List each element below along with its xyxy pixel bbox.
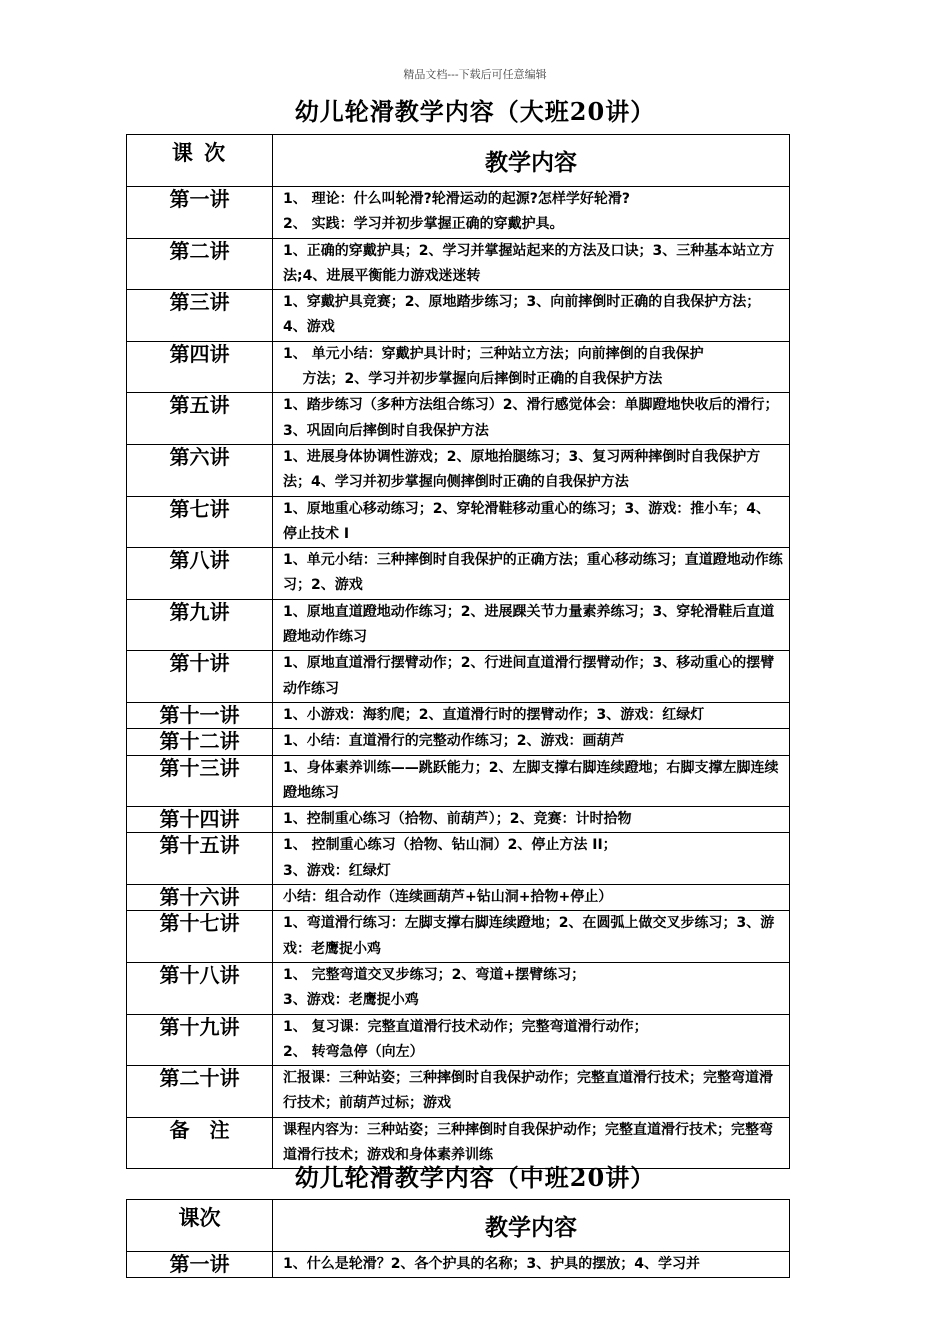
section1-table bbox=[126, 134, 790, 1169]
lesson-content: 1、单元小结：三种摔倒时自我保护的正确方法；重心移动练习；直道蹬地动作练习；2、游戏 bbox=[273, 548, 790, 600]
lesson-content: 1、 单元小结：穿戴护具计时；三种站立方法；向前摔倒的自我保护 方法；2、学习并初步掌握向后摔倒时正确的自我保护方法 bbox=[273, 341, 790, 393]
lesson-number: 第十七讲 bbox=[127, 911, 273, 963]
lesson-content: 1、小结：直道滑行的完整动作练习；2、游戏：画葫芦 bbox=[273, 729, 790, 755]
lesson-content: 1、身体素养训练——跳跃能力；2、左脚支撑右脚连续蹬地；右脚支撑左脚连续蹬地练习 bbox=[273, 755, 790, 807]
lesson-number: 第十八讲 bbox=[127, 962, 273, 1014]
lesson-content: 1、 复习课：完整直道滑行技术动作；完整弯道滑行动作； 2、 转弯急停（向左） bbox=[273, 1014, 790, 1066]
lesson-number: 第十五讲 bbox=[127, 833, 273, 885]
lesson-number: 第十讲 bbox=[127, 651, 273, 703]
lesson-number: 第十二讲 bbox=[127, 729, 273, 755]
header-content: 教学内容 bbox=[273, 135, 790, 187]
lesson-content: 1、原地直道滑行摆臂动作；2、行进间直道滑行摆臂动作；3、移动重心的摆臂动作练习 bbox=[273, 651, 790, 703]
table-row bbox=[127, 290, 790, 342]
lesson-number: 第二讲 bbox=[127, 238, 273, 290]
lesson-number: 第八讲 bbox=[127, 548, 273, 600]
lesson-content: 1、原地重心移动练习；2、穿轮滑鞋移动重心的练习；3、游戏：推小车；4、停止技术 I bbox=[273, 496, 790, 548]
lesson-number: 第一讲 bbox=[127, 187, 273, 239]
lesson-number: 第十九讲 bbox=[127, 1014, 273, 1066]
lesson-number: 第十三讲 bbox=[127, 755, 273, 807]
lesson-content: 1、控制重心练习（拾物、前葫芦）；2、竞赛：计时拾物 bbox=[273, 807, 790, 833]
lesson-number: 第六讲 bbox=[127, 444, 273, 496]
lesson-content: 1、原地直道蹬地动作练习；2、进展踝关节力量素养练习；3、穿轮滑鞋后直道蹬地动作练习 bbox=[273, 599, 790, 651]
table-header-row bbox=[127, 135, 790, 187]
table-row bbox=[127, 1252, 790, 1278]
lesson-number: 第十一讲 bbox=[127, 702, 273, 728]
table-row bbox=[127, 341, 790, 393]
header-lesson: 课 次 bbox=[127, 135, 273, 187]
header-content: 教学内容 bbox=[273, 1200, 790, 1252]
table-row bbox=[127, 755, 790, 807]
lesson-content: 1、穿戴护具竞赛；2、原地踏步练习；3、向前摔倒时正确的自我保护方法；4、游戏 bbox=[273, 290, 790, 342]
table-row bbox=[127, 651, 790, 703]
lesson-content: 1、正确的穿戴护具；2、学习并掌握站起来的方法及口诀；3、三种基本站立方法;4、进展平衡能力游戏迷迷转 bbox=[273, 238, 790, 290]
lesson-number: 第四讲 bbox=[127, 341, 273, 393]
table-row bbox=[127, 599, 790, 651]
table-row bbox=[127, 393, 790, 445]
table-row bbox=[127, 187, 790, 239]
lesson-content: 1、进展身体协调性游戏；2、原地抬腿练习；3、复习两种摔倒时自我保护方法；4、学习并初步掌握向侧摔倒时正确的自我保护方法 bbox=[273, 444, 790, 496]
table-row bbox=[127, 1014, 790, 1066]
lesson-number: 第二十讲 bbox=[127, 1066, 273, 1118]
lesson-content: 1、什么是轮滑？2、各个护具的名称；3、护具的摆放；4、学习并 bbox=[273, 1252, 790, 1278]
lesson-content: 1、 完整弯道交叉步练习；2、弯道+摆臂练习； 3、游戏：老鹰捉小鸡 bbox=[273, 962, 790, 1014]
lesson-content: 1、弯道滑行练习：左脚支撑右脚连续蹬地；2、在圆弧上做交叉步练习；3、游戏：老鹰捉小鸡 bbox=[273, 911, 790, 963]
lesson-content: 1、小游戏：海豹爬；2、直道滑行时的摆臂动作；3、游戏：红绿灯 bbox=[273, 702, 790, 728]
lesson-content: 1、 理论：什么叫轮滑?轮滑运动的起源?怎样学好轮滑? 2、 实践：学习并初步掌握正确的穿戴护具。 bbox=[273, 187, 790, 239]
table-row bbox=[127, 729, 790, 755]
lesson-number: 备 注 bbox=[127, 1117, 273, 1169]
lesson-number: 第三讲 bbox=[127, 290, 273, 342]
table-row bbox=[127, 885, 790, 911]
lesson-number: 第五讲 bbox=[127, 393, 273, 445]
lesson-content: 小结：组合动作（连续画葫芦+钻山洞+拾物+停止） bbox=[273, 885, 790, 911]
table-row bbox=[127, 702, 790, 728]
table-header-row bbox=[127, 1200, 790, 1252]
table-row bbox=[127, 496, 790, 548]
section2-table bbox=[126, 1199, 790, 1278]
table-row bbox=[127, 911, 790, 963]
table-row bbox=[127, 238, 790, 290]
lesson-number: 第七讲 bbox=[127, 496, 273, 548]
watermark-text: 精品文档---下载后可任意编辑 bbox=[403, 68, 547, 81]
table-row bbox=[127, 833, 790, 885]
table-row bbox=[127, 807, 790, 833]
lesson-content: 1、 控制重心练习（拾物、钻山洞）2、停止方法 II； 3、游戏：红绿灯 bbox=[273, 833, 790, 885]
table-row bbox=[127, 548, 790, 600]
lesson-content: 1、踏步练习（多种方法组合练习）2、滑行感觉体会：单脚蹬地快收后的滑行；3、巩固向后摔倒时自我保护方法 bbox=[273, 393, 790, 445]
lesson-number: 第九讲 bbox=[127, 599, 273, 651]
header-lesson: 课次 bbox=[127, 1200, 273, 1252]
table-row bbox=[127, 962, 790, 1014]
lesson-content: 课程内容为：三种站姿；三种摔倒时自我保护动作；完整直道滑行技术；完整弯道滑行技术；游戏和身体素养训练 bbox=[273, 1117, 790, 1169]
lesson-number: 第十四讲 bbox=[127, 807, 273, 833]
section1-title: 幼儿轮滑教学内容（大班20讲） bbox=[294, 97, 656, 126]
lesson-number: 第十六讲 bbox=[127, 885, 273, 911]
table-row bbox=[127, 1066, 790, 1118]
lesson-number: 第一讲 bbox=[127, 1252, 273, 1278]
section2-title: 幼儿轮滑教学内容（中班20讲） bbox=[294, 1163, 656, 1192]
lesson-content: 汇报课：三种站姿；三种摔倒时自我保护动作；完整直道滑行技术；完整弯道滑行技术；前葫芦过标；游戏 bbox=[273, 1066, 790, 1118]
table-row bbox=[127, 444, 790, 496]
